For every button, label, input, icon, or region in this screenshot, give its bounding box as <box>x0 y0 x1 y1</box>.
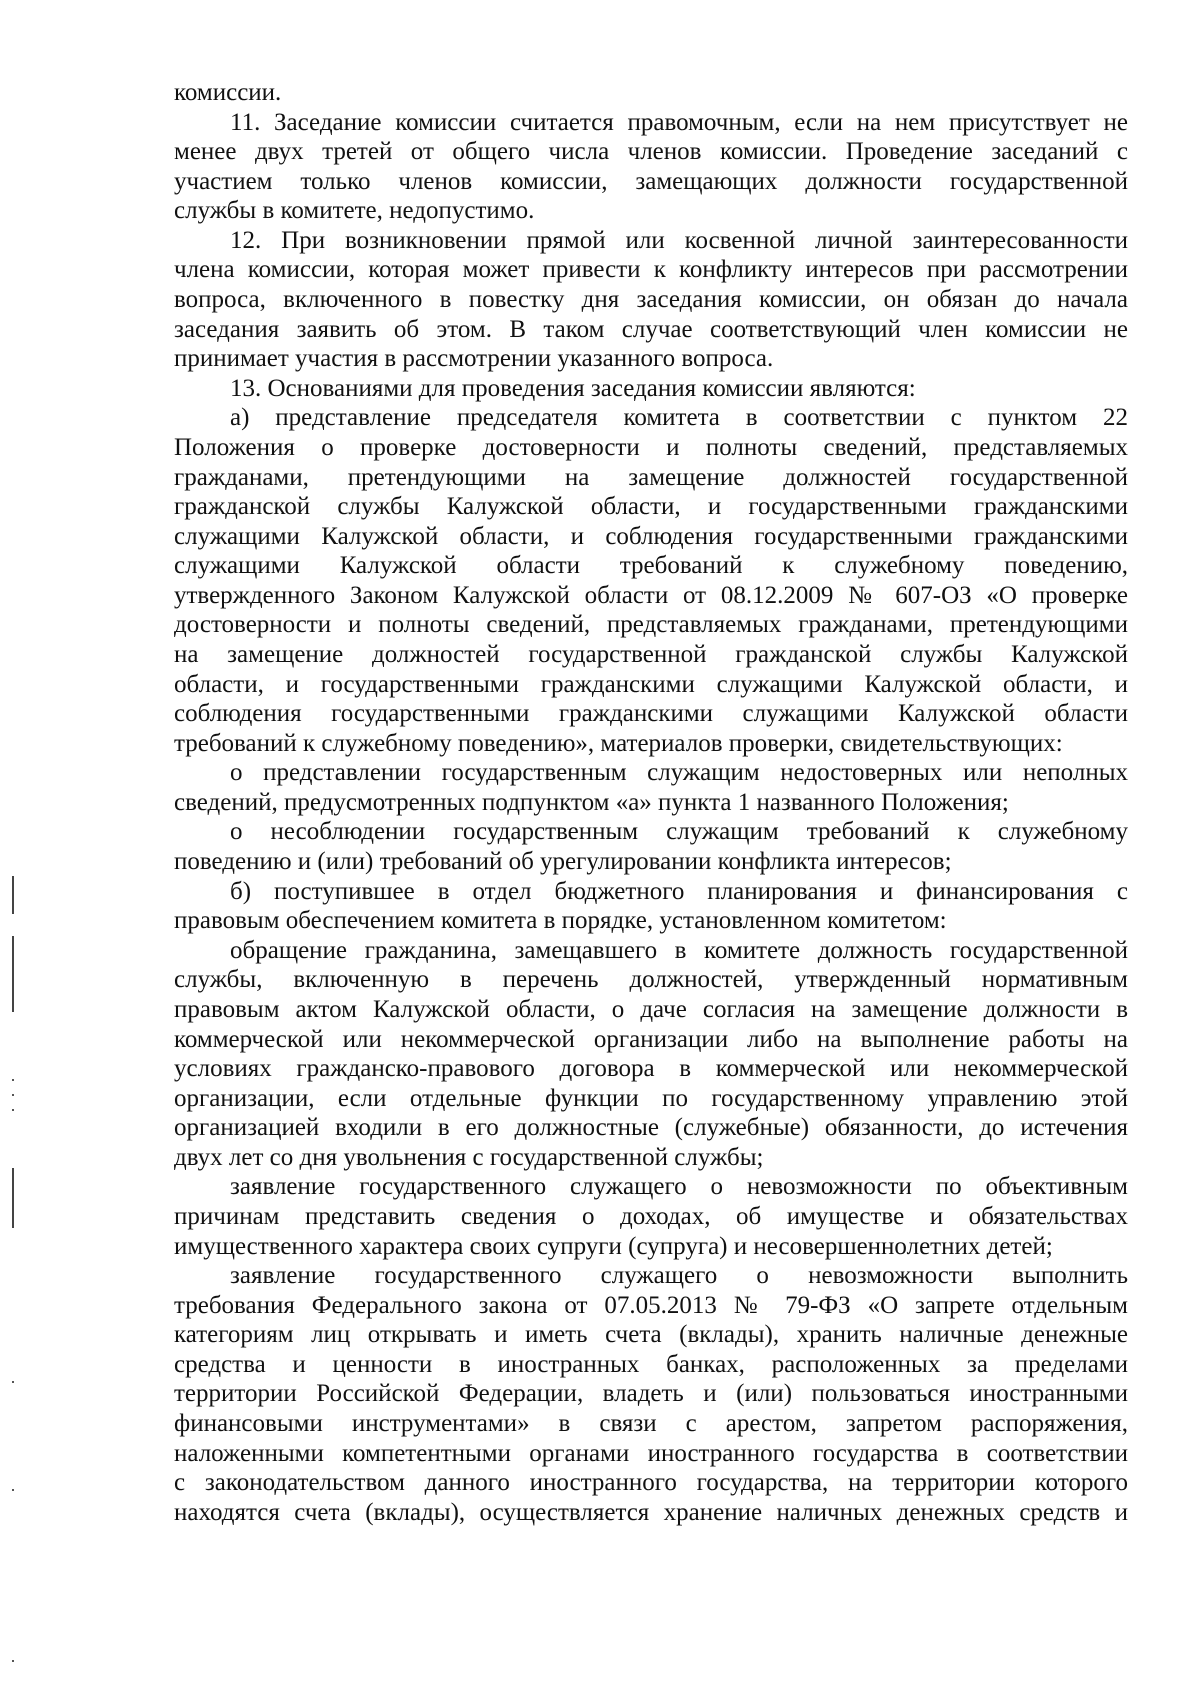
text-line: о несоблюдении государственным служащим требований к служебному <box>230 818 1128 846</box>
text-line: с законодательством данного иностранного государства, на территории которого <box>174 1469 1128 1497</box>
text-line: правовым обеспечением комитета в порядке, установленном комитетом: <box>174 907 947 935</box>
text-line: гражданами, претендующими на замещение должностей государственной <box>174 463 1128 491</box>
text-line: требования Федерального закона от 07.05.2013 № 79-ФЗ «О запрете отдельным <box>174 1291 1128 1319</box>
text-line: имущественного характера своих супруги (супруга) и несовершеннолетних детей; <box>174 1232 1053 1260</box>
text-line: 13. Основаниями для проведения заседания комиссии являются: <box>230 374 916 402</box>
text-line: коммерческой или некоммерческой организации либо на выполнение работы на <box>174 1025 1128 1053</box>
text-line: утвержденного Законом Калужской области от 08.12.2009 № 607-ОЗ «О проверке <box>174 581 1128 609</box>
text-line: а) представление председателя комитета в соответствии с пунктом 22 <box>230 404 1128 432</box>
text-line: 11. Заседание комиссии считается правомочным, если на нем присутствует не <box>230 108 1128 136</box>
scan-artifact-dot <box>12 1109 14 1111</box>
text-line: на замещение должностей государственной гражданской службы Калужской <box>174 640 1128 668</box>
text-line: поведению и (или) требований об урегулировании конфликта интересов; <box>174 848 952 876</box>
text-line: менее двух третей от общего числа членов комиссии. Проведение заседаний с <box>174 138 1128 166</box>
text-line: области, и государственными гражданскими служащими Калужской области, и <box>174 670 1128 698</box>
scan-artifact-dot <box>12 1381 14 1383</box>
text-line: требований к служебному поведению», материалов проверки, свидетельствующих: <box>174 729 1063 757</box>
text-line: служащими Калужской области, и соблюдения государственными гражданскими <box>174 522 1128 550</box>
text-line: заседания заявить об этом. В таком случае соответствующий член комиссии не <box>174 315 1128 343</box>
text-line: 12. При возникновении прямой или косвенной личной заинтересованности <box>230 226 1128 254</box>
text-line: сведений, предусмотренных подпунктом «а» пункта 1 названного Положения; <box>174 788 1009 816</box>
scan-artifact-line <box>12 1168 14 1228</box>
text-line: гражданской службы Калужской области, и государственными гражданскими <box>174 493 1128 521</box>
text-line: комиссии. <box>174 79 282 106</box>
scan-artifact-line <box>12 876 14 914</box>
document-body <box>174 78 1128 1527</box>
text-line: находятся счета (вклады), осуществляется хранение наличных денежных средств и <box>174 1498 1128 1526</box>
text-line: Положения о проверке достоверности и полноты сведений, представляемых <box>174 433 1128 461</box>
scan-artifact-line <box>12 936 14 1012</box>
text-line: причинам представить сведения о доходах, об имуществе и обязательствах <box>174 1202 1128 1230</box>
text-line: средства и ценности в иностранных банках, расположенных за пределами <box>174 1350 1128 1378</box>
text-line: соблюдения государственными гражданскими служащими Калужской области <box>174 700 1128 728</box>
text-line: служащими Калужской области требований к служебному поведению, <box>174 552 1128 580</box>
text-line: члена комиссии, которая может привести к конфликту интересов при рассмотрении <box>174 256 1128 284</box>
text-line: о представлении государственным служащим недостоверных или неполных <box>230 759 1128 787</box>
text-line: службы, включенную в перечень должностей, утвержденный нормативным <box>174 966 1128 994</box>
text-line: правовым актом Калужской области, о даче согласия на замещение должности в <box>174 995 1128 1023</box>
text-line: заявление государственного служащего о невозможности по объективным <box>230 1173 1128 1201</box>
scan-artifact-dot <box>12 1489 14 1491</box>
text-line: финансовыми инструментами» в связи с арестом, запретом распоряжения, <box>174 1410 1128 1438</box>
text-line: двух лет со дня увольнения с государственной службы; <box>174 1143 764 1171</box>
text-line: вопроса, включенного в повестку дня заседания комиссии, он обязан до начала <box>174 286 1128 314</box>
text-line: условиях гражданско-правового договора в коммерческой или некоммерческой <box>174 1055 1128 1083</box>
text-line: организации, если отдельные функции по государственному управлению этой <box>174 1084 1128 1112</box>
text-line: заявление государственного служащего о невозможности выполнить <box>230 1262 1128 1290</box>
text-line: организацией входили в его должностные (служебные) обязанности, до истечения <box>174 1114 1128 1142</box>
scan-artifact-dot <box>12 1660 14 1662</box>
text-line: категориям лиц открывать и иметь счета (вклады), хранить наличные денежные <box>174 1321 1128 1349</box>
text-line: наложенными компетентными органами иностранного государства в соответствии <box>174 1439 1128 1467</box>
text-line: обращение гражданина, замещавшего в комитете должность государственной <box>230 936 1128 964</box>
scan-artifact-dot <box>12 1079 14 1081</box>
text-line: территории Российской Федерации, владеть и (или) пользоваться иностранными <box>174 1380 1128 1408</box>
scan-artifact-dot <box>12 1094 14 1096</box>
text-line: службы в комитете, недопустимо. <box>174 197 535 225</box>
text-line: принимает участия в рассмотрении указанного вопроса. <box>174 345 774 373</box>
text-line: б) поступившее в отдел бюджетного планирования и финансирования с <box>230 877 1128 905</box>
text-line: достоверности и полноты сведений, представляемых гражданами, претендующими <box>174 611 1128 639</box>
text-line: участием только членов комиссии, замещающих должности государственной <box>174 167 1128 195</box>
